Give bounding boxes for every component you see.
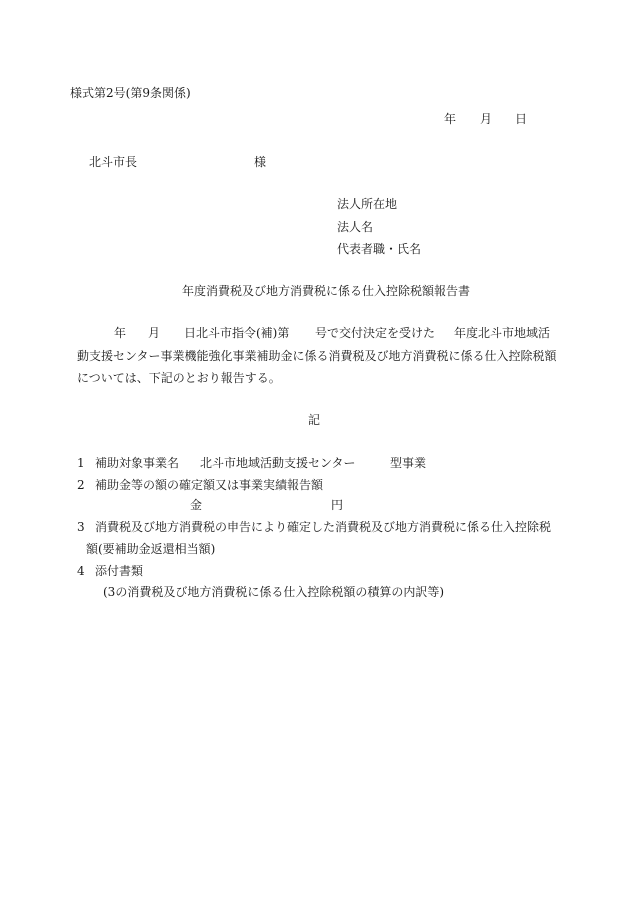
item-3-line1: 消費税及び地方消費税の申告により確定した消費税及び地方消費税に係る仕入控除税 bbox=[95, 520, 552, 534]
applicant-address-label: 法人所在地 bbox=[337, 197, 398, 211]
body-line2: 動支援センター事業機能強化事業補助金に係る消費税及び地方消費税に係る仕入控除税額 bbox=[77, 349, 557, 363]
item-2-label: 補助金等の額の確定額又は事業実績報告額 bbox=[95, 478, 324, 492]
document-title: 年度消費税及び地方消費税に係る仕入控除税額報告書 bbox=[182, 284, 471, 298]
item-1-suffix: 型事業 bbox=[390, 456, 427, 470]
applicant-rep-label: 代表者職・氏名 bbox=[337, 242, 422, 256]
item-1-label: 補助対象事業名 bbox=[95, 456, 180, 470]
body-line3: については、下記のとおり報告する。 bbox=[77, 371, 281, 385]
item-4-note: (3の消費税及び地方消費税に係る仕入控除税額の積算の内訳等) bbox=[103, 585, 445, 599]
body-line1-month: 月 bbox=[148, 326, 161, 340]
item-2-kin: 金 bbox=[190, 498, 203, 512]
ki-heading: 記 bbox=[308, 413, 321, 427]
form-number: 様式第2号(第9条関係) bbox=[70, 86, 191, 100]
item-3-line2: 額(要補助金返還相当額) bbox=[86, 542, 216, 556]
applicant-name-label: 法人名 bbox=[337, 220, 374, 234]
item-1-value: 北斗市地域活動支援センター bbox=[200, 456, 356, 470]
addressee-name: 北斗市長 bbox=[89, 155, 138, 169]
item-3-number: 3 bbox=[77, 520, 85, 534]
body-line1-mid: 日北斗市指令(補)第 bbox=[184, 326, 290, 340]
date-month: 月 bbox=[480, 112, 493, 126]
date-year: 年 bbox=[444, 112, 457, 126]
addressee-honorific: 様 bbox=[254, 155, 267, 169]
item-1-number: 1 bbox=[77, 456, 85, 470]
item-4-number: 4 bbox=[77, 564, 85, 578]
item-2-en: 円 bbox=[331, 498, 344, 512]
date-day: 日 bbox=[515, 112, 528, 126]
item-4-label: 添付書類 bbox=[95, 564, 144, 578]
body-line1-year: 年 bbox=[114, 326, 127, 340]
item-2-number: 2 bbox=[77, 478, 85, 492]
body-line1-end: 年度北斗市地域活 bbox=[454, 326, 551, 340]
body-line1-tail: 号で交付決定を受けた bbox=[315, 326, 436, 340]
